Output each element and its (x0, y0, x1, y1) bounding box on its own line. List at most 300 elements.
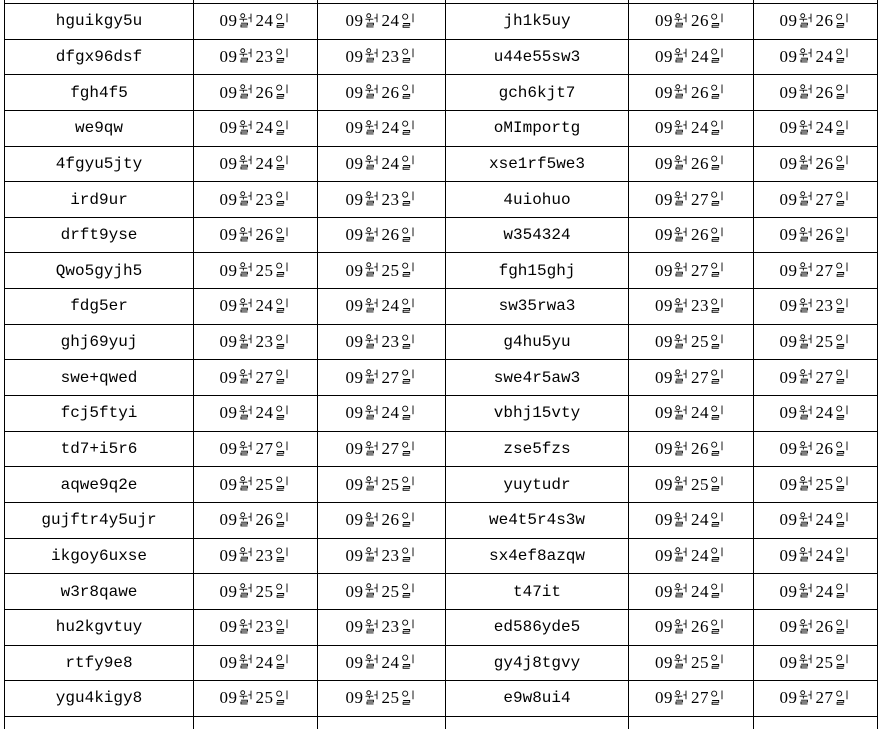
hangul-wol-glyph (239, 512, 254, 527)
date-month-number: 09 (345, 225, 364, 245)
hangul-wol-glyph (674, 227, 689, 242)
hangul-il-glyph (710, 476, 725, 491)
id-cell: t47it (446, 574, 629, 610)
id-cell: aqwe9q2e (5, 467, 194, 503)
date-day-number: 24 (815, 510, 834, 530)
hangul-wol-glyph (365, 155, 380, 170)
date-cell (629, 574, 754, 610)
date-month-number: 09 (779, 11, 798, 31)
hangul-wol-glyph (365, 441, 380, 456)
date-day-number: 24 (691, 510, 709, 530)
id-cell: sx4ef8azqw (446, 538, 629, 574)
date-cell (318, 502, 446, 538)
hangul-wol-glyph (799, 298, 814, 313)
date-month-number: 09 (345, 153, 364, 173)
date-day-number: 27 (815, 367, 834, 387)
hangul-il-glyph (710, 690, 725, 705)
date-cell (629, 4, 754, 40)
hangul-il-glyph (275, 262, 290, 277)
id-cell: hguikgy5u (5, 4, 194, 40)
date-month-number: 09 (779, 189, 798, 209)
date-cell (629, 182, 754, 218)
date-day-number: 25 (381, 688, 400, 708)
date-month-number: 09 (345, 474, 364, 494)
date-day-number: 23 (815, 296, 834, 316)
date-month-number: 09 (655, 439, 673, 458)
date-month-number: 09 (655, 581, 673, 601)
date-day-number: 26 (815, 153, 834, 173)
date-cell (629, 75, 754, 111)
hangul-wol-glyph (239, 334, 254, 349)
date-month-number: 09 (779, 367, 798, 387)
hangul-il-glyph (401, 441, 416, 456)
hangul-il-glyph (710, 227, 725, 242)
hangul-il-glyph (401, 13, 416, 28)
date-cell (194, 538, 318, 574)
hangul-wol-glyph (674, 120, 689, 135)
date-month-number: 09 (655, 510, 673, 530)
date-day-number: 27 (815, 189, 834, 209)
id-cell: Qwo5gyjh5 (5, 253, 194, 289)
hangul-wol-glyph (365, 191, 380, 206)
hangul-il-glyph (401, 262, 416, 277)
hangul-wol-glyph (365, 369, 380, 384)
id-cell: w354324 (446, 217, 629, 253)
date-day-number: 24 (255, 403, 274, 423)
hangul-wol-glyph (799, 441, 814, 456)
id-cell: 4uiohuo (446, 182, 629, 218)
hangul-wol-glyph (239, 262, 254, 277)
date-cell (194, 253, 318, 289)
date-month-number: 09 (345, 82, 364, 102)
date-day-number: 25 (255, 474, 274, 494)
hangul-il-glyph (835, 227, 850, 242)
date-day-number: 24 (381, 118, 400, 138)
date-cell (194, 146, 318, 182)
date-month-number: 09 (219, 296, 238, 316)
hangul-il-glyph (275, 583, 290, 598)
empty-cell (5, 716, 194, 729)
table-row (5, 396, 878, 432)
hangul-il-glyph (401, 298, 416, 313)
hangul-wol-glyph (674, 13, 689, 28)
date-cell (629, 253, 754, 289)
date-day-number: 23 (255, 189, 274, 209)
hangul-il-glyph (710, 547, 725, 562)
table-row (5, 681, 878, 717)
hangul-il-glyph (401, 334, 416, 349)
hangul-wol-glyph (239, 619, 254, 634)
date-day-number: 26 (691, 617, 709, 637)
date-cell (629, 467, 754, 503)
hangul-il-glyph (835, 547, 850, 562)
date-month-number: 09 (779, 510, 798, 530)
hangul-wol-glyph (365, 48, 380, 63)
hangul-il-glyph (401, 583, 416, 598)
hangul-wol-glyph (239, 690, 254, 705)
date-cell (754, 217, 878, 253)
hangul-wol-glyph (799, 583, 814, 598)
date-month-number: 09 (779, 46, 798, 66)
date-cell (318, 360, 446, 396)
hangul-wol-glyph (674, 405, 689, 420)
date-day-number: 26 (691, 225, 709, 245)
date-cell (318, 538, 446, 574)
date-month-number: 09 (655, 153, 673, 173)
hangul-il-glyph (835, 619, 850, 634)
date-day-number: 24 (691, 118, 709, 138)
date-cell (754, 574, 878, 610)
date-day-number: 23 (381, 332, 400, 352)
date-day-number: 24 (815, 46, 834, 66)
table-row (5, 146, 878, 182)
hangul-il-glyph (275, 191, 290, 206)
id-cell: ikgoy6uxse (5, 538, 194, 574)
hangul-wol-glyph (674, 48, 689, 63)
hangul-il-glyph (401, 547, 416, 562)
hangul-wol-glyph (799, 191, 814, 206)
date-month-number: 09 (219, 545, 238, 565)
table-row (5, 253, 878, 289)
date-cell (194, 467, 318, 503)
hangul-wol-glyph (799, 84, 814, 99)
date-day-number: 23 (255, 617, 274, 637)
date-day-number: 27 (255, 439, 274, 458)
hangul-wol-glyph (799, 512, 814, 527)
hangul-wol-glyph (365, 512, 380, 527)
hangul-wol-glyph (365, 334, 380, 349)
table-row (5, 324, 878, 360)
id-cell: zse5fzs (446, 431, 629, 467)
date-day-number: 23 (255, 332, 274, 352)
date-month-number: 09 (779, 153, 798, 173)
date-cell (194, 502, 318, 538)
hangul-il-glyph (835, 262, 850, 277)
hangul-il-glyph (835, 155, 850, 170)
empty-cell (194, 716, 318, 729)
hangul-wol-glyph (674, 547, 689, 562)
hangul-wol-glyph (674, 369, 689, 384)
hangul-il-glyph (275, 120, 290, 135)
hangul-il-glyph (835, 405, 850, 420)
hangul-il-glyph (835, 13, 850, 28)
hangul-wol-glyph (365, 690, 380, 705)
date-cell (754, 289, 878, 325)
date-month-number: 09 (779, 296, 798, 316)
hangul-il-glyph (835, 191, 850, 206)
hangul-il-glyph (835, 654, 850, 669)
hangul-wol-glyph (239, 547, 254, 562)
date-day-number: 26 (691, 439, 709, 458)
date-month-number: 09 (655, 225, 673, 245)
hangul-wol-glyph (365, 13, 380, 28)
date-day-number: 25 (381, 260, 400, 280)
id-cell: u44e55sw3 (446, 39, 629, 75)
hangul-wol-glyph (674, 476, 689, 491)
hangul-il-glyph (275, 298, 290, 313)
date-day-number: 25 (255, 260, 274, 280)
hangul-wol-glyph (799, 48, 814, 63)
hangul-il-glyph (835, 298, 850, 313)
date-month-number: 09 (345, 189, 364, 209)
date-cell (194, 396, 318, 432)
hangul-wol-glyph (799, 120, 814, 135)
id-cell: we9qw (5, 110, 194, 146)
date-cell (318, 645, 446, 681)
date-month-number: 09 (345, 652, 364, 672)
date-month-number: 09 (655, 118, 673, 138)
date-month-number: 09 (219, 652, 238, 672)
date-day-number: 24 (691, 403, 709, 423)
date-month-number: 09 (655, 11, 673, 31)
hangul-wol-glyph (239, 405, 254, 420)
date-month-number: 09 (779, 118, 798, 138)
hangul-il-glyph (710, 48, 725, 63)
table-row (5, 538, 878, 574)
date-cell (318, 289, 446, 325)
date-day-number: 26 (815, 82, 834, 102)
id-cell: e9w8ui4 (446, 681, 629, 717)
id-cell: vbhj15vty (446, 396, 629, 432)
date-month-number: 09 (655, 189, 673, 209)
date-cell (629, 645, 754, 681)
hangul-il-glyph (275, 155, 290, 170)
id-cell: 4fgyu5jty (5, 146, 194, 182)
date-cell (194, 431, 318, 467)
hangul-il-glyph (710, 619, 725, 634)
date-cell (318, 431, 446, 467)
date-cell (318, 75, 446, 111)
date-day-number: 25 (815, 652, 834, 672)
hangul-il-glyph (710, 583, 725, 598)
date-day-number: 27 (815, 260, 834, 280)
date-month-number: 09 (345, 367, 364, 387)
date-day-number: 24 (815, 403, 834, 423)
hangul-il-glyph (401, 48, 416, 63)
hangul-wol-glyph (799, 690, 814, 705)
date-month-number: 09 (779, 260, 798, 280)
date-day-number: 24 (691, 46, 709, 66)
date-cell (629, 39, 754, 75)
date-cell (629, 324, 754, 360)
date-cell (754, 502, 878, 538)
hangul-wol-glyph (365, 476, 380, 491)
hangul-il-glyph (401, 619, 416, 634)
date-day-number: 24 (381, 403, 400, 423)
hangul-wol-glyph (799, 262, 814, 277)
date-day-number: 23 (255, 46, 274, 66)
date-month-number: 09 (219, 439, 238, 458)
date-cell (194, 645, 318, 681)
hangul-wol-glyph (365, 262, 380, 277)
empty-cell (629, 716, 754, 729)
hangul-il-glyph (401, 191, 416, 206)
table-row (5, 502, 878, 538)
date-day-number: 26 (381, 82, 400, 102)
hangul-wol-glyph (239, 654, 254, 669)
id-cell: fgh15ghj (446, 253, 629, 289)
date-day-number: 26 (691, 82, 709, 102)
date-day-number: 25 (815, 474, 834, 494)
date-cell (194, 289, 318, 325)
date-day-number: 25 (381, 474, 400, 494)
date-cell (629, 681, 754, 717)
date-month-number: 09 (779, 617, 798, 637)
date-day-number: 23 (381, 189, 400, 209)
date-month-number: 09 (219, 403, 238, 423)
hangul-il-glyph (710, 262, 725, 277)
date-day-number: 27 (691, 367, 709, 387)
date-day-number: 24 (815, 545, 834, 565)
hangul-il-glyph (275, 547, 290, 562)
hangul-wol-glyph (365, 120, 380, 135)
hangul-il-glyph (401, 120, 416, 135)
date-month-number: 09 (219, 688, 238, 708)
id-cell: g4hu5yu (446, 324, 629, 360)
date-cell (629, 217, 754, 253)
date-month-number: 09 (655, 332, 673, 352)
hangul-il-glyph (401, 512, 416, 527)
hangul-wol-glyph (674, 441, 689, 456)
hangul-il-glyph (275, 476, 290, 491)
date-month-number: 09 (219, 581, 238, 601)
date-cell (194, 39, 318, 75)
table-row (5, 467, 878, 503)
id-cell: oMImportg (446, 110, 629, 146)
date-month-number: 09 (219, 510, 238, 530)
date-day-number: 27 (815, 688, 834, 708)
date-month-number: 09 (655, 82, 673, 102)
date-month-number: 09 (779, 403, 798, 423)
hangul-wol-glyph (674, 334, 689, 349)
hangul-wol-glyph (239, 48, 254, 63)
date-cell (754, 538, 878, 574)
id-cell: dfgx96dsf (5, 39, 194, 75)
hangul-wol-glyph (799, 654, 814, 669)
id-cell: td7+i5r6 (5, 431, 194, 467)
date-cell (194, 75, 318, 111)
table-row (5, 574, 878, 610)
date-cell (754, 39, 878, 75)
date-day-number: 23 (691, 296, 709, 316)
hangul-wol-glyph (239, 583, 254, 598)
date-day-number: 25 (691, 474, 709, 494)
hangul-il-glyph (275, 227, 290, 242)
id-cell: swe+qwed (5, 360, 194, 396)
date-cell (318, 217, 446, 253)
date-month-number: 09 (345, 46, 364, 66)
date-month-number: 09 (219, 118, 238, 138)
date-cell (754, 467, 878, 503)
hangul-wol-glyph (365, 227, 380, 242)
date-day-number: 24 (255, 11, 274, 31)
hangul-il-glyph (710, 120, 725, 135)
id-cell: yuytudr (446, 467, 629, 503)
hangul-il-glyph (835, 690, 850, 705)
hangul-il-glyph (835, 476, 850, 491)
hangul-wol-glyph (365, 654, 380, 669)
date-day-number: 26 (255, 82, 274, 102)
date-cell (194, 609, 318, 645)
date-day-number: 25 (691, 652, 709, 672)
hangul-il-glyph (835, 84, 850, 99)
date-month-number: 09 (655, 367, 673, 387)
hangul-wol-glyph (239, 191, 254, 206)
hangul-il-glyph (401, 690, 416, 705)
date-month-number: 09 (655, 652, 673, 672)
date-month-number: 09 (345, 439, 364, 458)
date-cell (629, 609, 754, 645)
date-cell (194, 4, 318, 40)
hangul-wol-glyph (799, 547, 814, 562)
table-row (5, 110, 878, 146)
hangul-wol-glyph (365, 619, 380, 634)
hangul-wol-glyph (239, 227, 254, 242)
clipped-row-bottom (5, 716, 878, 729)
hangul-wol-glyph (799, 155, 814, 170)
date-cell (754, 146, 878, 182)
hangul-il-glyph (275, 654, 290, 669)
hangul-wol-glyph (239, 441, 254, 456)
date-cell (629, 396, 754, 432)
date-month-number: 09 (345, 332, 364, 352)
date-cell (318, 324, 446, 360)
date-day-number: 27 (381, 367, 400, 387)
date-day-number: 25 (381, 581, 400, 601)
hangul-il-glyph (401, 654, 416, 669)
empty-cell (754, 716, 878, 729)
hangul-wol-glyph (674, 654, 689, 669)
hangul-wol-glyph (674, 619, 689, 634)
date-cell (754, 396, 878, 432)
date-month-number: 09 (655, 403, 673, 423)
date-month-number: 09 (345, 545, 364, 565)
hangul-il-glyph (710, 654, 725, 669)
date-day-number: 26 (381, 510, 400, 530)
date-cell (629, 146, 754, 182)
date-day-number: 24 (691, 581, 709, 601)
id-cell: gy4j8tgvy (446, 645, 629, 681)
date-month-number: 09 (779, 581, 798, 601)
date-cell (754, 110, 878, 146)
hangul-wol-glyph (365, 547, 380, 562)
date-day-number: 24 (815, 581, 834, 601)
hangul-il-glyph (710, 191, 725, 206)
hangul-il-glyph (275, 13, 290, 28)
date-month-number: 09 (219, 153, 238, 173)
date-cell (754, 609, 878, 645)
date-month-number: 09 (219, 617, 238, 637)
hangul-il-glyph (401, 369, 416, 384)
date-month-number: 09 (779, 652, 798, 672)
date-day-number: 26 (255, 225, 274, 245)
date-month-number: 09 (655, 260, 673, 280)
date-day-number: 26 (255, 510, 274, 530)
hangul-il-glyph (275, 369, 290, 384)
date-month-number: 09 (655, 474, 673, 494)
hangul-il-glyph (710, 334, 725, 349)
date-day-number: 26 (815, 439, 834, 458)
date-cell (318, 681, 446, 717)
hangul-il-glyph (835, 583, 850, 598)
date-day-number: 27 (691, 189, 709, 209)
hangul-wol-glyph (799, 369, 814, 384)
date-day-number: 24 (381, 11, 400, 31)
id-cell: fgh4f5 (5, 75, 194, 111)
hangul-wol-glyph (799, 334, 814, 349)
id-cell: ygu4kigy8 (5, 681, 194, 717)
hangul-wol-glyph (365, 298, 380, 313)
